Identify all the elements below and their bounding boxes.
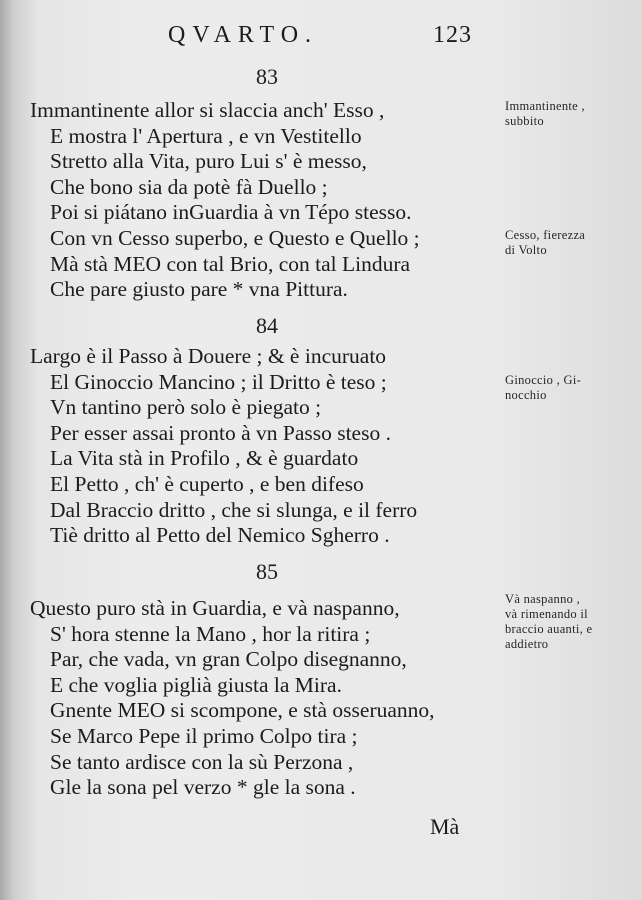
gloss-line: Cesso, fierezza	[505, 228, 586, 242]
verse-line: Gnente MEO si scompone, e stà osseruanno,	[50, 698, 435, 723]
verse-line: Questo puro stà in Guardia, e và naspanno,	[30, 596, 400, 620]
gloss-line: nocchio	[505, 388, 547, 402]
marginal-gloss	[505, 99, 640, 129]
verse-line: Vn tantino però solo è piegato ;	[50, 395, 322, 420]
verse-line: Largo è il Passo à Douere ; & è incuruato	[30, 344, 387, 368]
verse-line: Per esser assai pronto à vn Passo steso .	[50, 420, 391, 445]
page-header	[168, 22, 488, 52]
stanza-number: 85	[256, 559, 278, 584]
verse-line: Dal Braccio dritto , che si slunga, e il ferro	[50, 497, 418, 522]
verse-line: Tiè dritto al Petto del Nemico Sgherro .	[50, 523, 390, 548]
stanza-verse	[0, 98, 520, 303]
verse-line: Par, che vada, vn gran Colpo disegnanno,	[50, 647, 407, 672]
catchword: Mà	[430, 814, 460, 839]
gloss-line: di Volto	[505, 243, 547, 257]
page-number: 123	[433, 22, 472, 48]
verse-line: Immantinente allor si slaccia anch' Esso ,	[30, 98, 385, 122]
verse-line: El Ginoccio Mancino ; il Dritto è teso ;	[50, 369, 387, 394]
verse-line: Se tanto ardisce con la sù Perzona ,	[50, 749, 354, 774]
verse-line: Mà stà MEO con tal Brio, con tal Lindura	[50, 251, 411, 276]
gloss-line: addietro	[505, 637, 549, 651]
verse-line: Che pare giusto pare * vna Pittura.	[50, 277, 348, 302]
verse-line: Con vn Cesso superbo, e Questo e Quello ;	[50, 225, 420, 250]
verse-line: E mostra l' Apertura , e vn Vestitello	[50, 123, 362, 148]
gloss-line: Immantinente ,	[505, 99, 585, 113]
stanza-number: 83	[256, 64, 278, 89]
verse-line: La Vita stà in Profilo , & è guardato	[50, 446, 359, 471]
stanza-number: 84	[256, 313, 278, 338]
verse-line: E che voglia piglià giusta la Mira.	[50, 672, 342, 697]
gloss-line: braccio auanti, e	[505, 622, 593, 636]
verse-line: Stretto alla Vita, puro Lui s' è messo,	[50, 149, 367, 174]
gloss-line: Ginoccio , Gi-	[505, 373, 582, 387]
marginal-gloss	[505, 228, 640, 258]
stanza-verse	[0, 596, 520, 801]
verse-line: Gle la sona pel verzo * gle la sona .	[50, 775, 356, 800]
gloss-line: subbito	[505, 114, 544, 128]
verse-line: Poi si piátano inGuardia à vn Tépo stesso.	[50, 200, 412, 225]
verse-line: El Petto , ch' è cuperto , e ben difeso	[50, 471, 364, 496]
verse-line: S' hora stenne la Mano , hor la ritira ;	[50, 621, 371, 646]
running-head: QVARTO.	[168, 22, 319, 48]
stanza-verse	[0, 344, 520, 549]
verse-line: Se Marco Pepe il primo Colpo tira ;	[50, 723, 358, 748]
gloss-line: và rimenando il	[505, 607, 588, 621]
marginal-gloss	[505, 373, 640, 403]
marginal-gloss	[505, 592, 640, 652]
verse-line: Che bono sia da potè fà Duello ;	[50, 174, 328, 199]
gloss-line: Và naspanno ,	[505, 592, 581, 606]
